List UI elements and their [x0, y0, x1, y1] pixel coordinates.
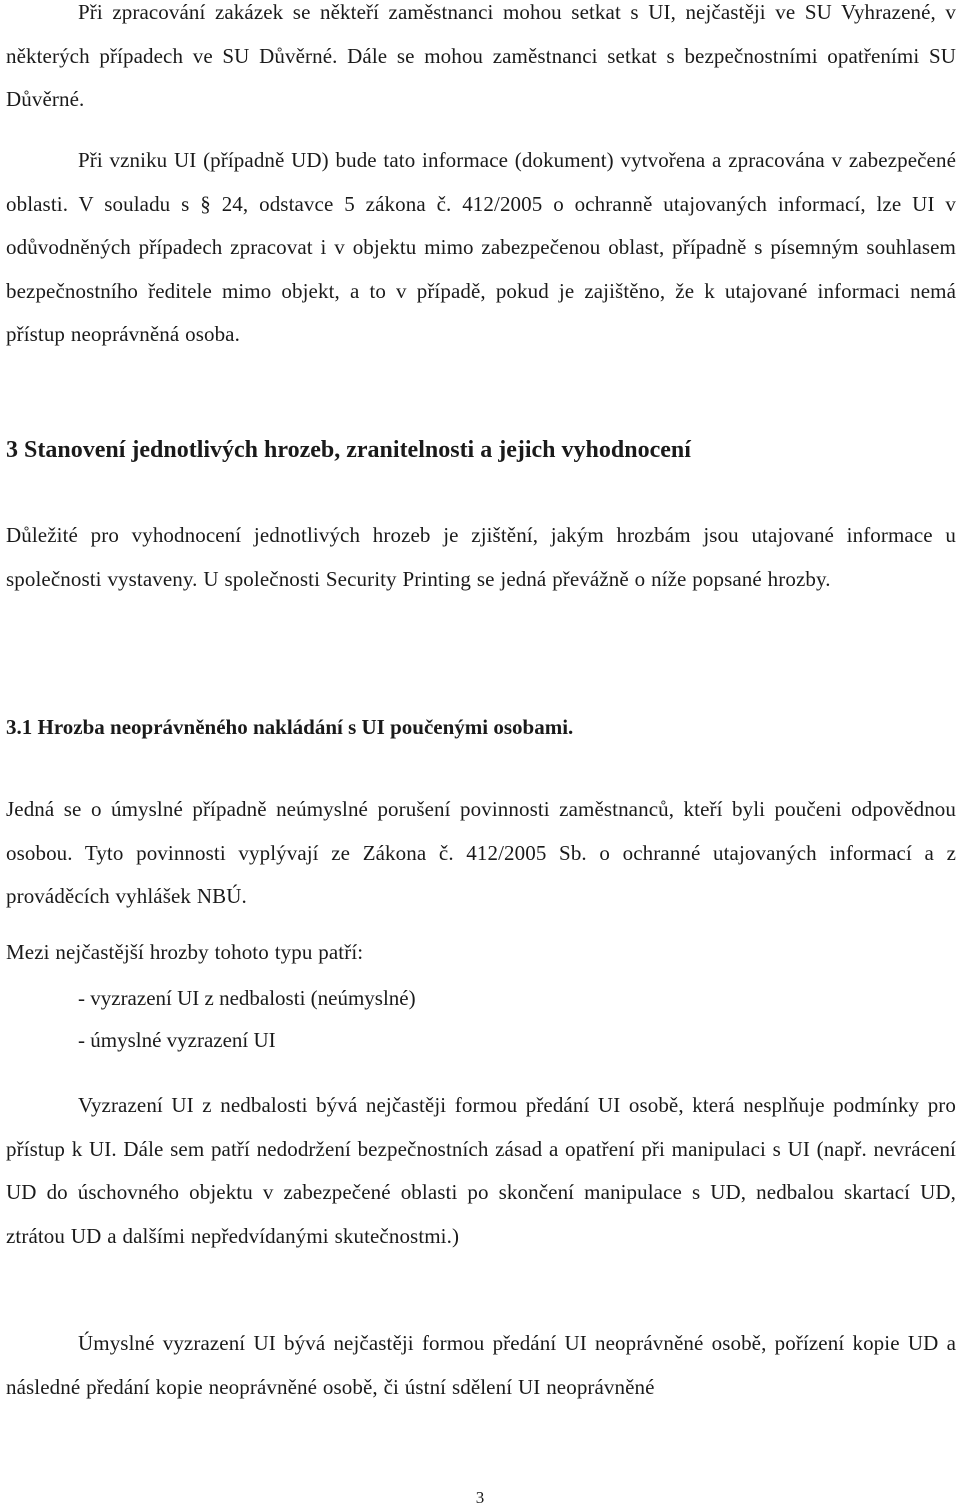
paragraph-intro: Při zpracování zakázek se někteří zaměstnanci mohou setkat s UI, nejčastěji ve SU Vyhrazené, v některých případech ve SU Důvěrné. Dále se mohou zaměstnanci setkat s bezpečnostními opatřeními SU Důvěrné.: [6, 0, 956, 111]
paragraph-intentional-disclosure: Úmyslné vyzrazení UI bývá nejčastěji formou předání UI neoprávněné osobě, pořízení kopie UD a následné předání kopie neoprávněné osobě, či ústní sdělení UI neoprávněné: [6, 1331, 956, 1399]
paragraph-list-intro: Mezi nejčastější hrozby tohoto typu patří:: [6, 940, 364, 964]
page-number: 3: [475, 1488, 485, 1507]
paragraph-ui-creation: Při vzniku UI (případně UD) bude tato informace (dokument) vytvořena a zpracována v zabezpečené oblasti. V souladu s § 24, odstavce 5 zákona č. 412/2005 o ochranně utajovaných informací, lze UI v odůvodněných případech zpracovat i v objektu mimo zabezpečenou oblast, případně s písemným souhlasem bezpečnostního ředitele mimo objekt, a to v případě, pokud je zajištěno, že k utajované informaci nemá přístup neoprávněná osoba.: [6, 148, 956, 346]
list-item-negligent: - vyzrazení UI z nedbalosti (neúmyslné): [78, 986, 416, 1010]
section-heading-3-1: 3.1 Hrozba neoprávněného nakládání s UI poučenými osobami.: [6, 715, 574, 739]
section-heading-3: 3 Stanovení jednotlivých hrozeb, zranitelnosti a jejich vyhodnocení: [6, 437, 691, 463]
paragraph-threat-description: Jedná se o úmyslné případně neúmyslné porušení povinnosti zaměstnanců, kteří byli poučeni odpovědnou osobou. Tyto povinnosti vyplývají ze Zákona č. 412/2005 Sb. o ochranné utajovaných informací a z prováděcích vyhlášek NBÚ.: [6, 797, 956, 908]
list-item-intentional: - úmyslné vyzrazení UI: [78, 1028, 276, 1052]
paragraph-threats-intro: Důležité pro vyhodnocení jednotlivých hrozeb je zjištění, jakým hrozbám jsou utajované informace u společnosti vystaveny. U společnosti Security Printing se jedná převážně o níže popsané hrozby.: [6, 523, 956, 591]
paragraph-negligent-disclosure: Vyzrazení UI z nedbalosti bývá nejčastěji formou předání UI osobě, která nesplňuje podmínky pro přístup k UI. Dále sem patří nedodržení bezpečnostních zásad a opatření při manipulaci s UI (např. nevrácení UD do úschovného objektu v zabezpečené oblasti po skončení manipulace s UD, nedbalou skartací UD, ztrátou UD a dalšími nepředvídanými skutečnostmi.): [6, 1093, 956, 1248]
